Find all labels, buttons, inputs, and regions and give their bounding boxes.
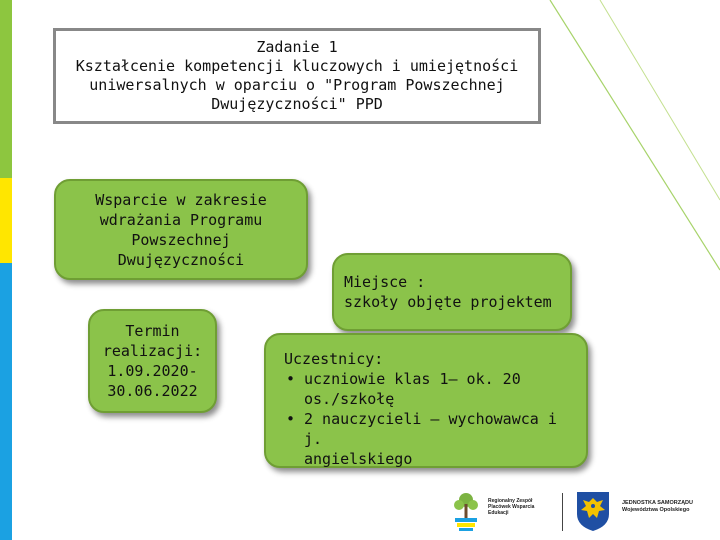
support-line: Dwujęzyczności (117, 250, 245, 269)
item-line: • uczniowie klas 1– ok. 20 (304, 370, 521, 388)
tree-logo-icon (450, 490, 482, 532)
list-item (284, 409, 578, 469)
support-line: Powszechnej (131, 230, 231, 249)
support-box (54, 179, 308, 280)
side-accent-yellow (0, 178, 12, 263)
title-line: Kształcenie kompetencji kluczowych i umiejętności (75, 57, 519, 75)
logo-line: Edukacji (488, 510, 509, 516)
item-line: • 2 nauczycieli – wychowawca i j. (304, 410, 557, 448)
item-line: angielskiego (304, 450, 413, 468)
term-line: realizacji: (102, 342, 203, 360)
title-line: uniwersalnych w oparciu o "Program Powszechnej (89, 76, 505, 94)
side-accent-blue (0, 263, 12, 540)
term-line: 1.09.2020- (107, 362, 198, 380)
title-line: Zadanie 1 (256, 38, 338, 56)
logo-text-jswo (622, 500, 712, 514)
logo-line: Województwa Opolskiego (622, 507, 690, 513)
title-line: Dwujęzyczności" PPD (211, 95, 383, 113)
logo-divider (562, 493, 563, 531)
list-item (284, 369, 578, 409)
task-title-box (53, 28, 541, 124)
support-line: wdrażania Programu (99, 210, 263, 229)
term-box (88, 309, 217, 413)
side-accent-green (0, 0, 12, 178)
footer-logos (450, 490, 715, 535)
place-label: Miejsce : (344, 273, 426, 291)
participants-box (264, 333, 588, 468)
coat-of-arms-icon (575, 490, 611, 532)
logo-line: Regionalny Zespół (488, 498, 533, 504)
logo-line: Placówek Wsparcia (488, 504, 535, 510)
logo-line: JEDNOSTKA SAMORZĄDU (622, 500, 693, 506)
term-line: 30.06.2022 (107, 382, 198, 400)
support-line: Wsparcie w zakresie (95, 190, 267, 209)
place-value: szkoły objęte projektem (344, 293, 552, 311)
participants-heading: Uczestnicy: (284, 350, 384, 368)
item-line: os./szkołę (304, 390, 395, 408)
participants-list (284, 369, 578, 469)
logo-text-rzpwe (488, 498, 538, 516)
term-line: Termin (125, 322, 180, 340)
place-box (332, 253, 572, 331)
